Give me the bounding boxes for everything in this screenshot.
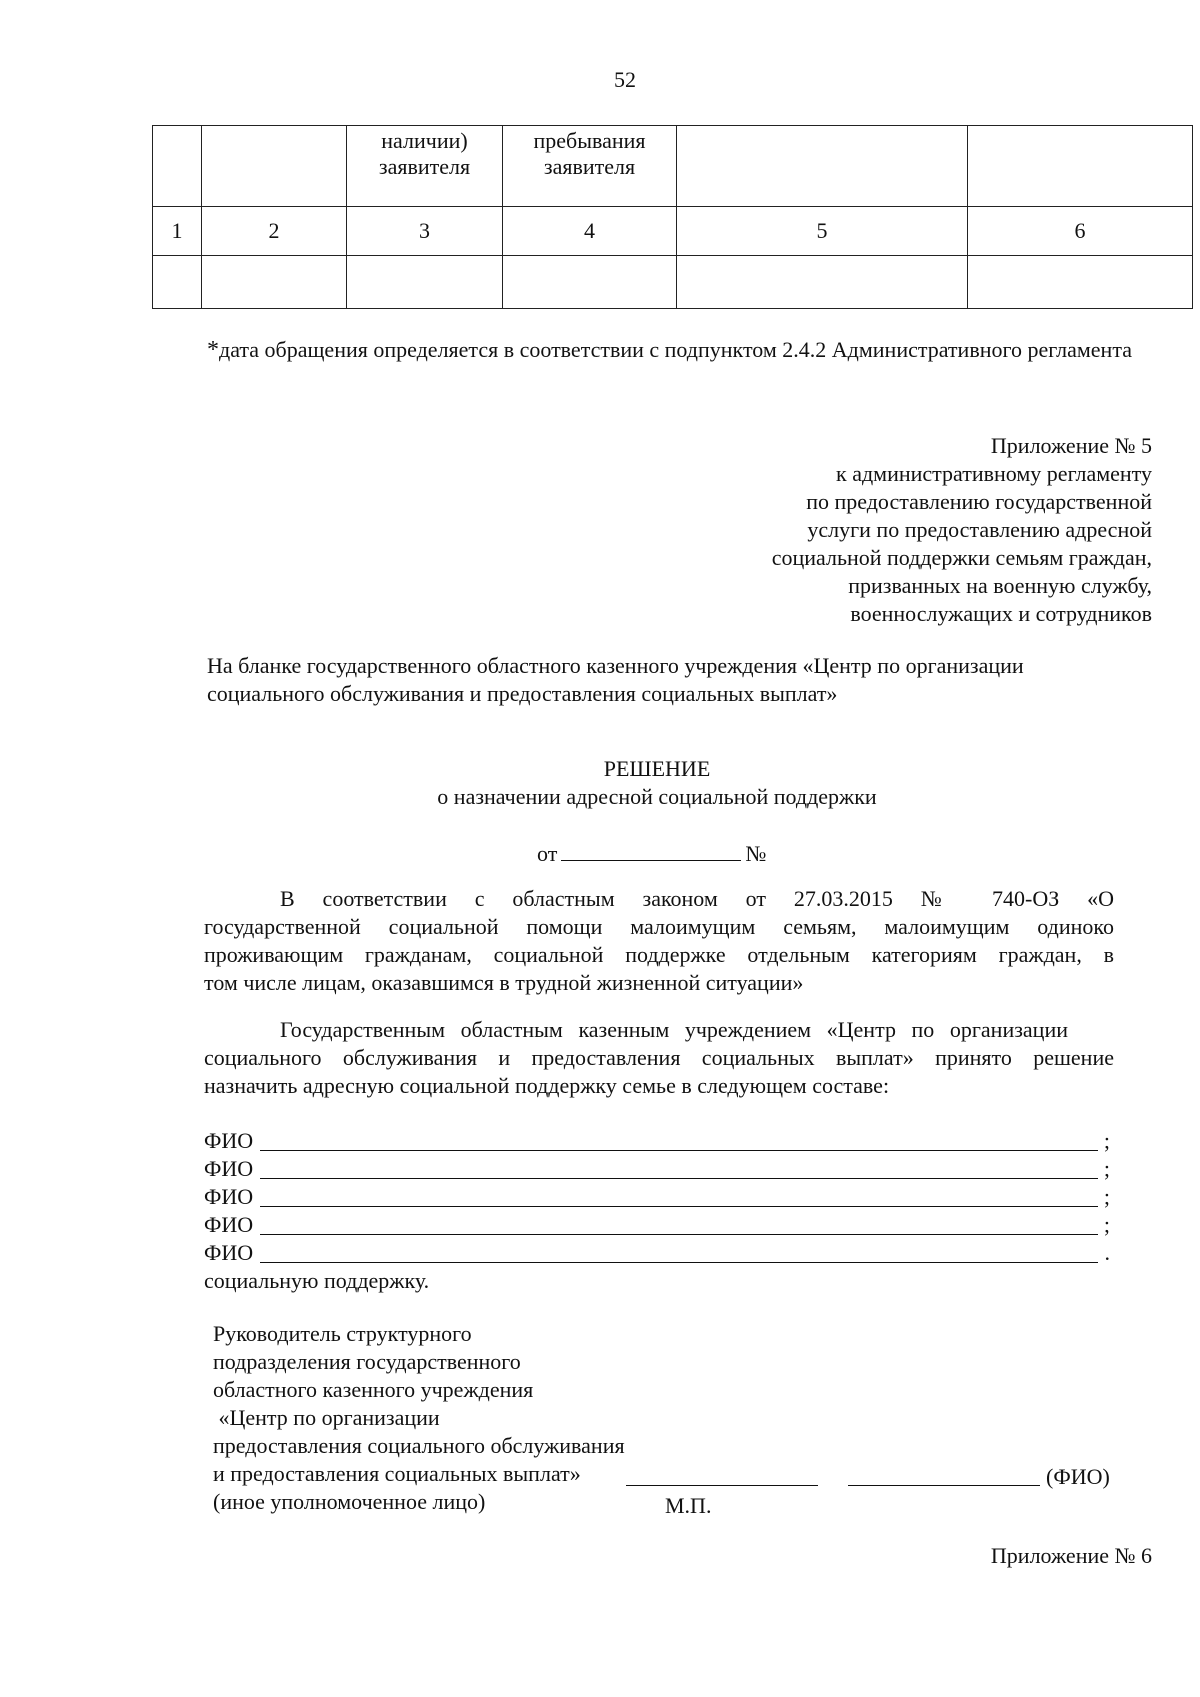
signature-line: областного казенного учреждения <box>213 1377 534 1402</box>
fio-field[interactable] <box>204 1155 1114 1183</box>
table-cell: пребывания заявителя <box>503 126 677 207</box>
fio-terminator: ; <box>1103 1212 1110 1237</box>
appendix-5-line: военнослужащих и сотрудников <box>850 601 1152 626</box>
legal-basis-paragraph <box>204 885 1114 997</box>
fio-caption: (ФИО) <box>1046 1464 1110 1489</box>
appendix-5-line: к административному регламенту <box>836 461 1152 486</box>
paragraph-line: В соответствии с областным законом от 27.03.2015 № 740-ОЗ «О <box>280 886 1114 911</box>
page-number: 52 <box>614 67 636 92</box>
appendix-5-header <box>592 432 1152 628</box>
applicants-table <box>152 125 1193 309</box>
fio-label: ФИО <box>204 1156 254 1181</box>
table-cell <box>503 256 677 309</box>
signature-block <box>213 1320 625 1516</box>
footnote-text: дата обращения определяется в соответствии с подпунктом 2.4.2 Административного регламента <box>219 337 1132 362</box>
table-cell: 5 <box>677 207 968 256</box>
table-cell: 4 <box>503 207 677 256</box>
fio-field[interactable] <box>204 1211 1114 1239</box>
number-sign: № <box>745 841 767 866</box>
fio-blank-line <box>260 1234 1098 1235</box>
paragraph-line: социального обслуживания и предоставления социальных выплат» принято решение <box>204 1045 1114 1070</box>
date-prefix: от <box>537 841 558 866</box>
footnote-star: * <box>207 337 219 363</box>
table-cell <box>677 126 968 207</box>
table-cell: 6 <box>968 207 1193 256</box>
fio-signature-blank[interactable] <box>848 1485 1040 1486</box>
fio-blank-line <box>260 1150 1098 1151</box>
letterhead-note-line: социального обслуживания и предоставления социальных выплат» <box>207 681 838 706</box>
fio-field[interactable] <box>204 1183 1114 1211</box>
paragraph-line: государственной социальной помощи малоимущим семьям, малоимущим одиноко <box>204 914 1114 939</box>
signature-line: и предоставления социальных выплат» <box>213 1461 581 1486</box>
decision-subtitle: о назначении адресной социальной поддержки <box>437 784 877 809</box>
signature-line: Руководитель структурного <box>213 1321 472 1346</box>
table-cell <box>968 256 1193 309</box>
table-cell <box>153 126 202 207</box>
signature-line: (иное уполномоченное лицо) <box>213 1489 486 1514</box>
signature-blank[interactable] <box>626 1485 818 1486</box>
fio-label: ФИО <box>204 1184 254 1209</box>
paragraph-line: Государственным областным казенным учреждением «Центр по организации <box>280 1017 1068 1042</box>
table-cell: 1 <box>153 207 202 256</box>
appendix-6-header: Приложение № 6 <box>990 1543 1152 1568</box>
fio-terminator: . <box>1104 1240 1110 1265</box>
table-cell: 3 <box>347 207 503 256</box>
table-cell <box>968 126 1193 207</box>
fio-field[interactable] <box>204 1239 1114 1267</box>
letterhead-note <box>207 652 1137 708</box>
fio-terminator: ; <box>1103 1156 1110 1181</box>
table-cell <box>347 256 503 309</box>
paragraph-line: назначить адресную социальной поддержку семье в следующем составе: <box>204 1073 890 1098</box>
appendix-5-line: по предоставлению государственной <box>806 489 1152 514</box>
signature-line: «Центр по организации <box>213 1405 440 1430</box>
paragraph-line: проживающим гражданам, социальной поддержке отдельным категориям граждан, в <box>204 942 1114 967</box>
appendix-5-line: призванных на военную службу, <box>848 573 1152 598</box>
table-cell <box>677 256 968 309</box>
footnote <box>207 336 1137 364</box>
appendix-5-line: Приложение № 5 <box>990 433 1152 458</box>
table-number-row <box>153 207 1193 256</box>
table-cell <box>202 256 347 309</box>
date-blank <box>561 838 741 861</box>
table-cell: наличии) заявителя <box>347 126 503 207</box>
fio-tail-text: социальную поддержку. <box>204 1268 430 1293</box>
fio-blank-line <box>260 1262 1098 1263</box>
fio-label: ФИО <box>204 1212 254 1237</box>
table-empty-row <box>153 256 1193 309</box>
decision-paragraph <box>204 1016 1114 1100</box>
seal-label: М.П. <box>665 1493 712 1518</box>
fio-field[interactable] <box>204 1127 1114 1155</box>
fio-terminator: ; <box>1103 1128 1110 1153</box>
table-header-row <box>153 126 1193 207</box>
fio-terminator: ; <box>1103 1184 1110 1209</box>
fio-label: ФИО <box>204 1128 254 1153</box>
signature-line: предоставления социального обслуживания <box>213 1433 625 1458</box>
fio-label: ФИО <box>204 1240 254 1265</box>
table-cell <box>202 126 347 207</box>
date-number-line <box>537 838 766 868</box>
fio-blank-line <box>260 1206 1098 1207</box>
decision-title: РЕШЕНИЕ <box>603 756 711 781</box>
letterhead-note-line: На бланке государственного областного казенного учреждения «Центр по организации <box>207 653 1024 678</box>
appendix-5-line: социальной поддержки семьям граждан, <box>771 545 1152 570</box>
fio-blank-line <box>260 1178 1098 1179</box>
appendix-5-line: услуги по предоставлению адресной <box>807 517 1152 542</box>
paragraph-line: том числе лицам, оказавшимся в трудной жизненной ситуации» <box>204 970 804 995</box>
table-cell: 2 <box>202 207 347 256</box>
signature-line: подразделения государственного <box>213 1349 521 1374</box>
table-cell <box>153 256 202 309</box>
